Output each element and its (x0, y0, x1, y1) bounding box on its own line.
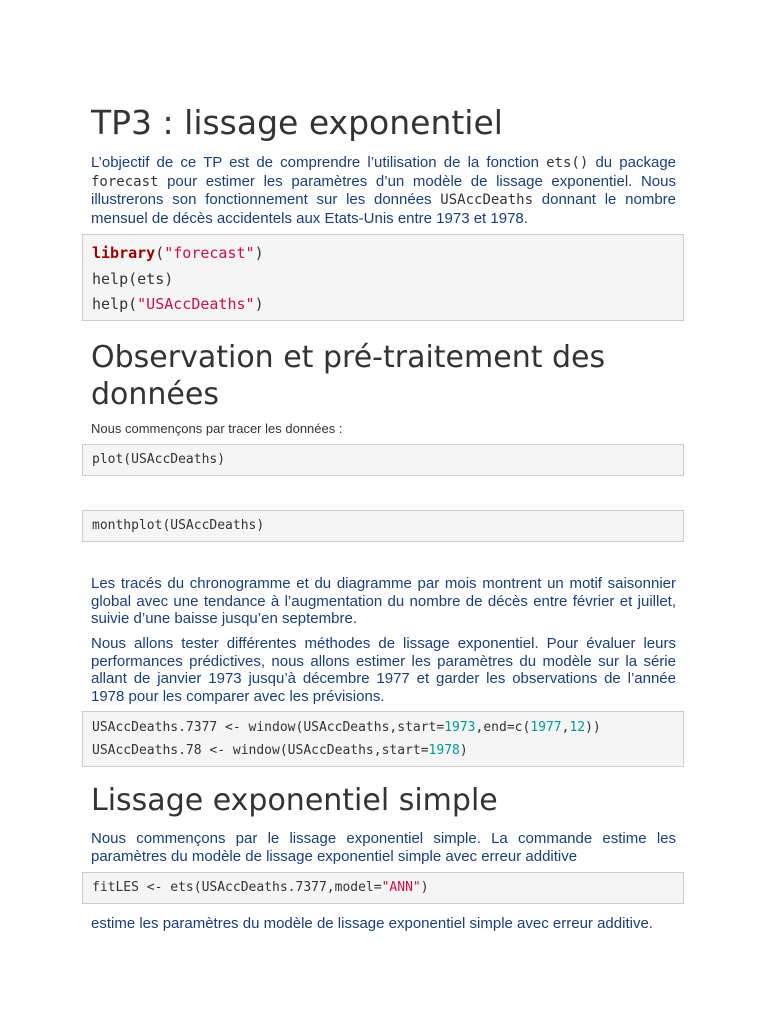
code-line: USAccDeaths.78 <- window(USAccDeaths,start=1978) (92, 743, 468, 758)
code-block-plot (82, 444, 684, 476)
section-heading-observation: Observation et pré-traitement des données (91, 340, 606, 412)
code-line: monthplot(USAccDeaths) (92, 518, 265, 533)
page-title: TP3 : lissage exponentiel (91, 103, 503, 142)
code-line: library("forecast") (92, 244, 264, 262)
paragraph-les-estimate: estime les paramètres du modèle de lissage exponentiel simple avec erreur additive. (91, 915, 653, 932)
code-block-fitles (82, 872, 684, 904)
paragraph-les-intro: Nous commençons par le lissage exponentiel simple. La commande estime les paramètres du modèle de lissage exponentiel simple avec erreur additive (91, 830, 676, 865)
code-line: help(ets) (92, 269, 174, 288)
intro-paragraph: L’objectif de ce TP est de comprendre l’utilisation de la fonction ets() du package forecast pour estimer les paramètres d’un modèle de lissage exponentiel. Nous illustrerons son fonctionnement sur les données USAccDeaths donnant le nombre mensuel de décès accidentels aux Etats-Unis entre 1973 et 1978. (91, 154, 676, 227)
paragraph-chronogramme: Les tracés du chronogramme et du diagramme par mois montrent un motif saisonnier global avec une tendance à l’augmentation du nombre de décès entre février et juillet, suivie d’une baisse jusqu’en septembre. (91, 575, 676, 627)
inline-code-forecast: forecast (91, 173, 159, 190)
paragraph-plot-intro: Nous commençons par tracer les données : (91, 421, 343, 436)
code-block-library (82, 234, 684, 321)
inline-code-ets: ets() (546, 155, 589, 171)
code-block-window (82, 711, 684, 767)
code-line: help("USAccDeaths") (92, 295, 264, 313)
paragraph-methodes: Nous allons tester différentes méthodes de lissage exponentiel. Pour évaluer leurs performances prédictives, nous allons estimer les paramètres du modèle sur la série allant de janvier 1973 jusqu’à décembre 1977 et garder les observations de l’année 1978 pour les comparer avec les prévisions. (91, 635, 676, 705)
code-line: USAccDeaths.7377 <- window(USAccDeaths,start=1973,end=c(1977,12)) (92, 720, 601, 735)
code-line: plot(USAccDeaths) (92, 452, 226, 467)
section-heading-lissage-simple: Lissage exponentiel simple (91, 783, 498, 818)
code-line: fitLES <- ets(USAccDeaths.7377,model="ANN") (92, 880, 429, 895)
code-block-monthplot (82, 510, 684, 542)
inline-code-usaccdeaths: USAccDeaths (440, 192, 534, 208)
